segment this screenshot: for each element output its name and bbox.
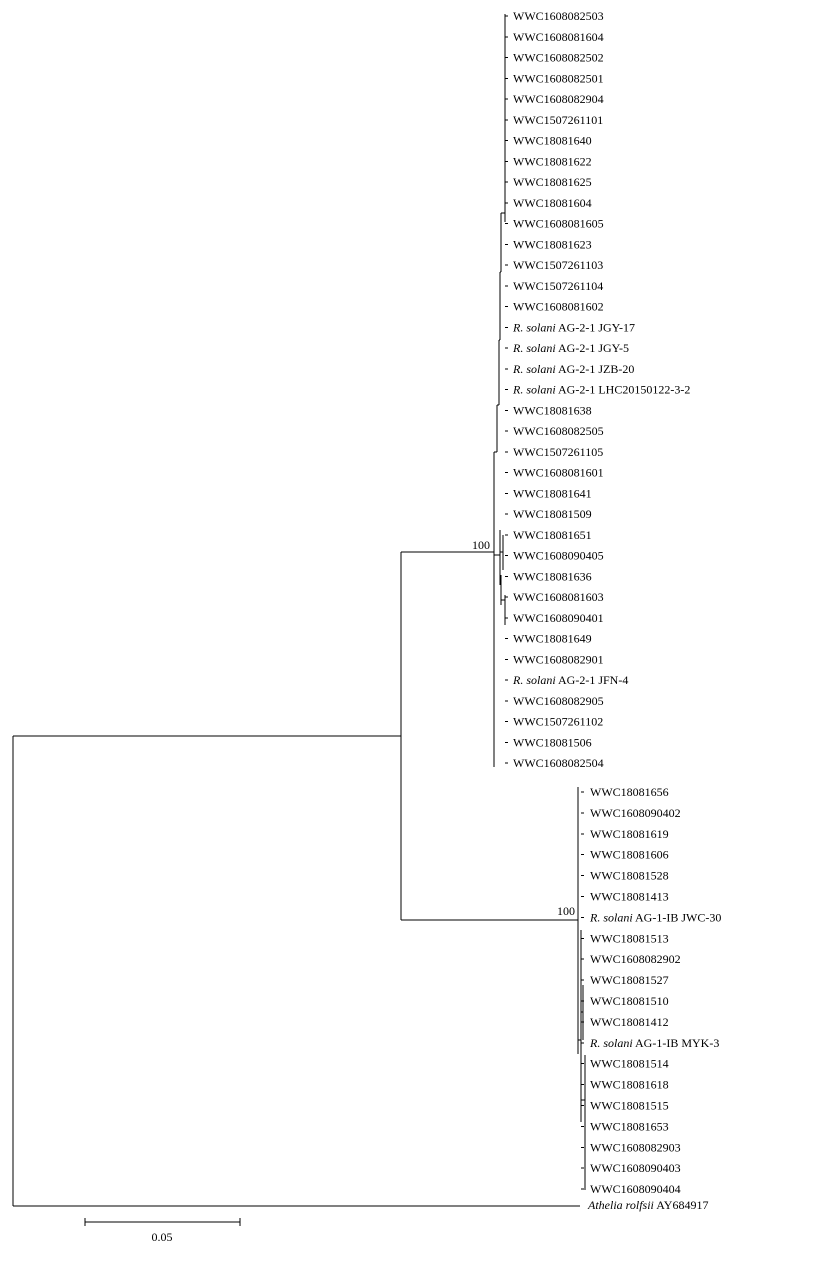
clade-b-taxon-labels <box>581 785 721 1196</box>
taxon-label <box>590 1099 669 1113</box>
tree-backbone <box>13 552 580 1206</box>
taxon-name-part: WWC18081619 <box>590 826 669 841</box>
taxon-name-part: WWC18081513 <box>590 931 669 946</box>
taxon-name-part: AG-2-1 JGY-17 <box>555 320 636 335</box>
taxon-label <box>513 528 592 542</box>
taxon-label <box>513 445 603 459</box>
clade-a-bootstrap-value: 100 <box>472 538 490 552</box>
taxon-name-part: AY684917 <box>653 1198 709 1212</box>
taxon-name-part: WWC1608082902 <box>590 952 681 967</box>
taxon-label <box>513 9 604 23</box>
taxon-label <box>590 1015 669 1029</box>
taxon-label <box>513 466 604 480</box>
taxon-label <box>590 785 669 799</box>
taxon-label <box>513 113 603 127</box>
taxon-label <box>513 715 603 729</box>
taxon-name-part: WWC1507261105 <box>513 444 604 459</box>
taxon-name-part: WWC18081510 <box>590 994 669 1008</box>
taxon-name-part: WWC1608082504 <box>513 756 604 770</box>
taxon-label <box>513 486 592 500</box>
taxon-label <box>513 258 603 272</box>
taxon-name-part: WWC18081653 <box>590 1119 669 1134</box>
taxon-name-part: WWC18081623 <box>513 237 592 252</box>
taxon-name-part: WWC1608090401 <box>513 610 604 625</box>
taxon-name-part: WWC1507261101 <box>513 112 604 127</box>
taxon-label <box>590 1057 669 1071</box>
scale-bar-label: 0.05 <box>151 1230 173 1244</box>
taxon-name-part: WWC18081636 <box>513 569 592 584</box>
taxon-label <box>590 1140 681 1154</box>
taxon-name-part: AG-1-IB MYK-3 <box>632 1035 720 1050</box>
taxon-name-part: WWC18081514 <box>590 1056 669 1071</box>
taxon-label <box>512 673 628 687</box>
taxon-name-part: WWC1608082501 <box>513 71 604 86</box>
taxon-name-part: WWC18081509 <box>513 507 592 521</box>
taxon-label <box>590 890 669 904</box>
taxon-name-part: WWC1608090405 <box>513 548 604 563</box>
taxon-label <box>512 362 634 376</box>
taxon-name-part: WWC1507261102 <box>513 714 604 729</box>
taxon-label <box>513 549 604 563</box>
taxon-label <box>590 1078 669 1092</box>
taxon-label <box>513 175 592 189</box>
taxon-genus-species: Athelia rolfsii <box>588 1198 654 1212</box>
taxon-label <box>590 1182 681 1196</box>
taxon-label <box>513 30 604 44</box>
taxon-label <box>590 994 669 1008</box>
taxon-name-part: WWC18081527 <box>590 973 669 988</box>
taxon-name-part: WWC18081528 <box>590 868 669 883</box>
taxon-label <box>513 279 603 293</box>
taxon-label <box>512 341 629 355</box>
taxon-name-part: WWC1608082901 <box>513 652 604 667</box>
taxon-name-part: AG-1-IB JWC-30 <box>632 910 722 925</box>
taxon-name-part: WWC1608090404 <box>590 1182 681 1197</box>
taxon-name-part: WWC1608090402 <box>590 805 681 820</box>
taxon-name-part: WWC1608081601 <box>513 465 604 480</box>
taxon-genus-species: R. solani <box>590 1035 633 1050</box>
taxon-name-part: WWC18081412 <box>590 1014 669 1029</box>
taxon-name-part: AG-2-1 LHC20150122-3-2 <box>555 382 691 397</box>
taxon-name-part: AG-2-1 JFN-4 <box>555 673 629 687</box>
taxon-name-part: WWC18081604 <box>513 195 592 210</box>
taxon-name-part: WWC18081515 <box>590 1098 669 1113</box>
outgroup-taxon-label <box>587 1198 708 1212</box>
taxon-label <box>590 973 669 987</box>
taxon-name-part: WWC1608081604 <box>513 29 604 44</box>
taxon-label <box>513 735 592 749</box>
taxon-name-part: WWC18081656 <box>590 785 669 799</box>
taxon-name-part: AG-2-1 JZB-20 <box>555 361 635 376</box>
taxon-genus-species: R. solani <box>513 673 556 687</box>
taxon-label <box>513 569 592 583</box>
taxon-label <box>512 383 690 397</box>
taxon-label <box>513 154 592 168</box>
taxon-name-part: WWC18081618 <box>590 1077 669 1092</box>
taxon-name-part: WWC1507261104 <box>513 278 604 293</box>
taxon-label <box>513 92 604 106</box>
taxon-label <box>513 300 604 314</box>
clade-b-bootstrap-value: 100 <box>557 904 575 918</box>
taxon-label <box>513 611 604 625</box>
taxon-label <box>513 134 592 148</box>
taxon-label <box>590 848 669 862</box>
taxon-name-part: WWC18081649 <box>513 631 592 646</box>
taxon-name-part: WWC1608082503 <box>513 9 604 23</box>
taxon-name-part: WWC1608081605 <box>513 216 604 231</box>
taxon-label <box>513 51 604 65</box>
taxon-name-part: WWC1608082903 <box>590 1140 681 1155</box>
taxon-name-part: AG-2-1 JGY-5 <box>555 341 630 355</box>
clade-b-structure <box>578 787 585 1190</box>
taxon-label <box>590 806 681 820</box>
taxon-label <box>513 196 592 210</box>
taxon-name-part: WWC1507261103 <box>513 258 604 272</box>
taxon-name-part: WWC18081506 <box>513 735 592 750</box>
taxon-name-part: WWC1608082905 <box>513 693 604 708</box>
taxon-label <box>590 931 669 945</box>
taxon-label <box>513 507 592 521</box>
taxon-label <box>513 694 604 708</box>
taxon-genus-species: R. solani <box>513 320 556 335</box>
taxon-genus-species: R. solani <box>513 341 556 355</box>
taxon-label <box>513 403 592 417</box>
taxon-label <box>513 71 604 85</box>
taxon-name-part: WWC18081651 <box>513 527 592 542</box>
taxon-label <box>513 590 604 604</box>
taxon-name-part: WWC1608090403 <box>590 1161 681 1176</box>
taxon-label <box>590 952 681 966</box>
scale-bar <box>85 1218 240 1244</box>
taxon-label <box>513 424 604 438</box>
taxon-label <box>513 632 592 646</box>
taxon-label <box>589 910 721 924</box>
taxon-label <box>590 1161 681 1175</box>
taxon-label <box>590 827 669 841</box>
taxon-name-part: WWC18081413 <box>590 889 669 904</box>
taxon-label <box>513 652 604 666</box>
taxon-name-part: WWC18081640 <box>513 133 592 148</box>
taxon-label <box>589 1036 719 1050</box>
taxon-name-part: WWC1608082904 <box>513 92 604 106</box>
taxon-name-part: WWC1608082502 <box>513 50 604 65</box>
taxon-label <box>512 320 635 334</box>
taxon-label <box>513 756 604 770</box>
taxon-name-part: WWC18081606 <box>590 847 669 862</box>
taxon-name-part: WWC1608081602 <box>513 299 604 314</box>
taxon-label <box>513 237 592 251</box>
taxon-name-part: WWC18081638 <box>513 403 592 418</box>
clade-a-structure <box>494 14 505 767</box>
taxon-name-part: WWC18081622 <box>513 154 592 169</box>
taxon-label <box>590 869 669 883</box>
taxon-name-part: WWC18081641 <box>513 486 592 501</box>
taxon-label <box>590 1119 669 1133</box>
taxon-genus-species: R. solani <box>590 910 633 925</box>
clade-a-taxon-labels <box>505 9 690 770</box>
taxon-label <box>513 217 604 231</box>
taxon-name-part: WWC18081625 <box>513 175 592 189</box>
taxon-name-part: WWC1608082505 <box>513 424 604 438</box>
taxon-name-part: WWC1608081603 <box>513 590 604 604</box>
taxon-genus-species: R. solani <box>513 382 556 397</box>
taxon-genus-species: R. solani <box>513 361 556 376</box>
